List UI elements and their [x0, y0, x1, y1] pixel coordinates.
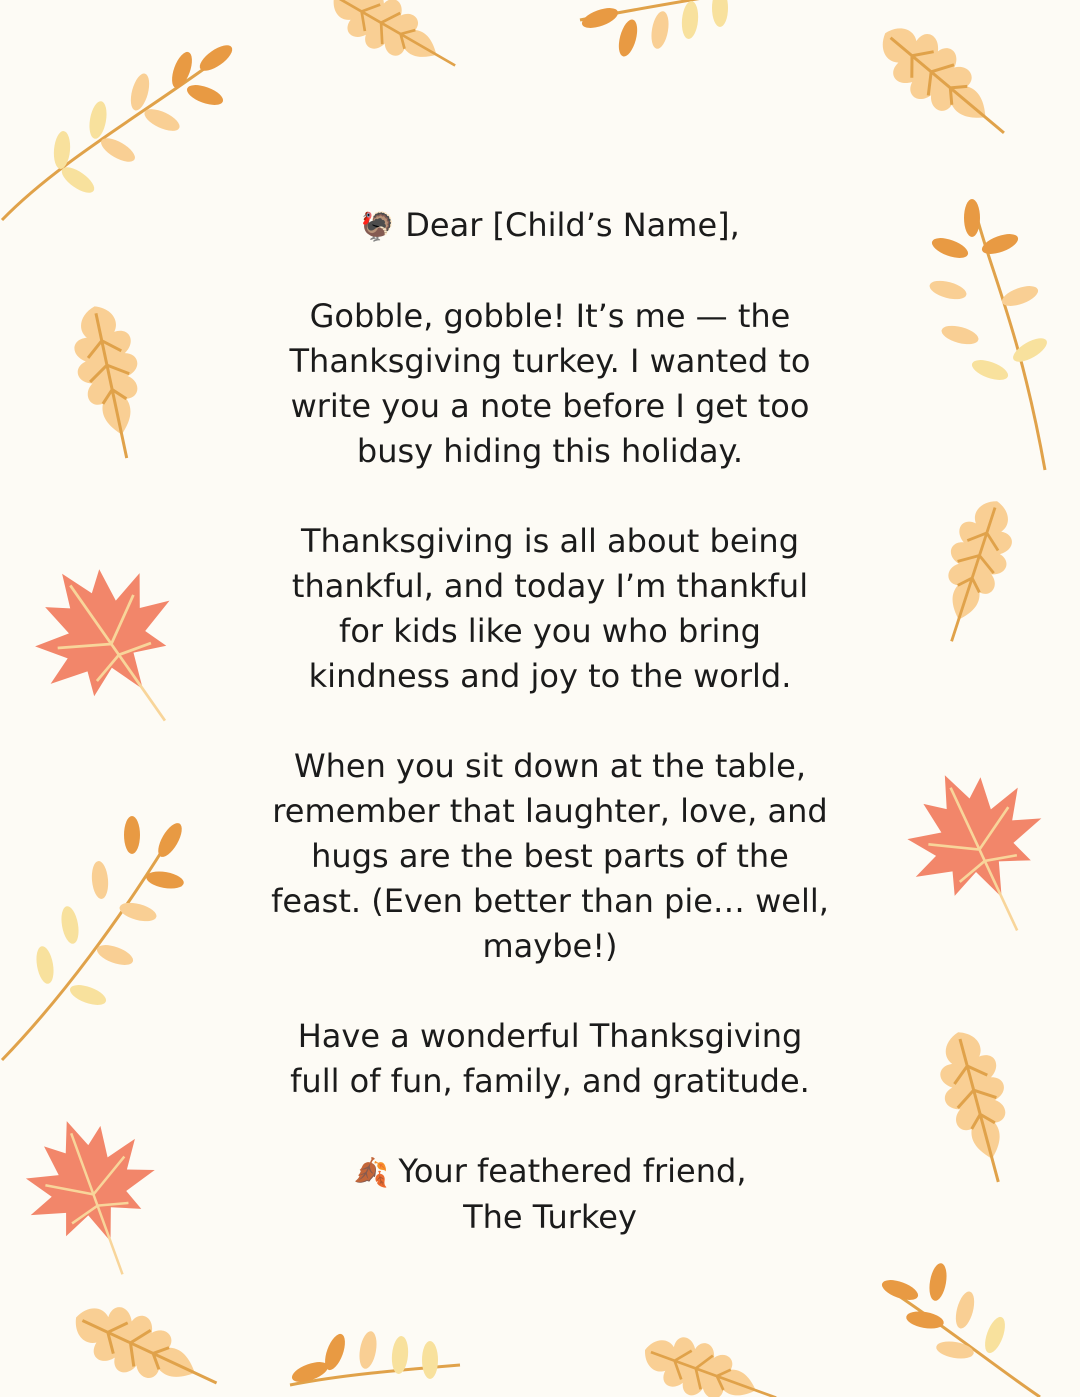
oak-leaf-icon — [929, 1024, 1028, 1189]
text-line: kindness and joy to the world. — [308, 657, 792, 695]
text-line: full of fun, family, and gratitude. — [290, 1062, 810, 1100]
text-line: When you sit down at the table, — [293, 747, 807, 785]
closing — [200, 1149, 900, 1240]
greeting-text: Dear [Child’s Name], — [405, 206, 740, 244]
text-line: Thanksgiving turkey. I wanted to — [289, 342, 811, 380]
closing-line — [200, 1149, 900, 1195]
text-line: Have a wonderful Thanksgiving — [297, 1017, 803, 1055]
text-line: feast. (Even better than pie… well, — [271, 882, 829, 920]
oak-leaf-icon — [321, 0, 469, 89]
oak-leaf-icon — [636, 1324, 786, 1397]
leaf-branch-icon — [879, 1262, 1040, 1397]
text-line: busy hiding this holiday. — [356, 432, 744, 470]
paragraph-1 — [200, 294, 900, 474]
text-line: thankful, and today I’m thankful — [291, 567, 809, 605]
leaf-branch-icon — [928, 199, 1051, 470]
oak-leaf-icon — [63, 1290, 229, 1397]
turkey-icon: 🦃 — [360, 210, 396, 243]
maple-leaf-icon — [3, 532, 225, 762]
greeting — [200, 203, 900, 249]
leaf-branch-icon — [289, 1330, 460, 1386]
leaf-branch-icon — [579, 0, 750, 58]
maple-leaf-icon — [5, 1099, 185, 1297]
leaf-branch-icon — [2, 41, 236, 220]
paragraph-3 — [200, 744, 900, 969]
text-line: hugs are the best parts of the — [311, 837, 789, 875]
leaf-branch-icon — [2, 816, 186, 1060]
paragraph-4 — [200, 1014, 900, 1104]
letter-body — [200, 203, 900, 1240]
paragraph-2 — [200, 519, 900, 699]
oak-leaf-icon — [65, 300, 156, 464]
closing-text: Your feathered friend, — [398, 1152, 747, 1190]
text-line: for kids like you who bring — [339, 612, 761, 650]
signature: The Turkey — [463, 1198, 637, 1236]
oak-leaf-icon — [866, 10, 1024, 156]
fallen-leaf-icon: 🍂 — [353, 1156, 389, 1189]
text-line: remember that laughter, love, and — [272, 792, 828, 830]
text-line: write you a note before I get too — [290, 387, 810, 425]
text-line: maybe!) — [482, 927, 618, 965]
text-line: Thanksgiving is all about being — [301, 522, 799, 560]
oak-leaf-icon — [924, 492, 1024, 650]
maple-leaf-icon — [882, 746, 1080, 960]
text-line: Gobble, gobble! It’s me — the — [309, 297, 791, 335]
